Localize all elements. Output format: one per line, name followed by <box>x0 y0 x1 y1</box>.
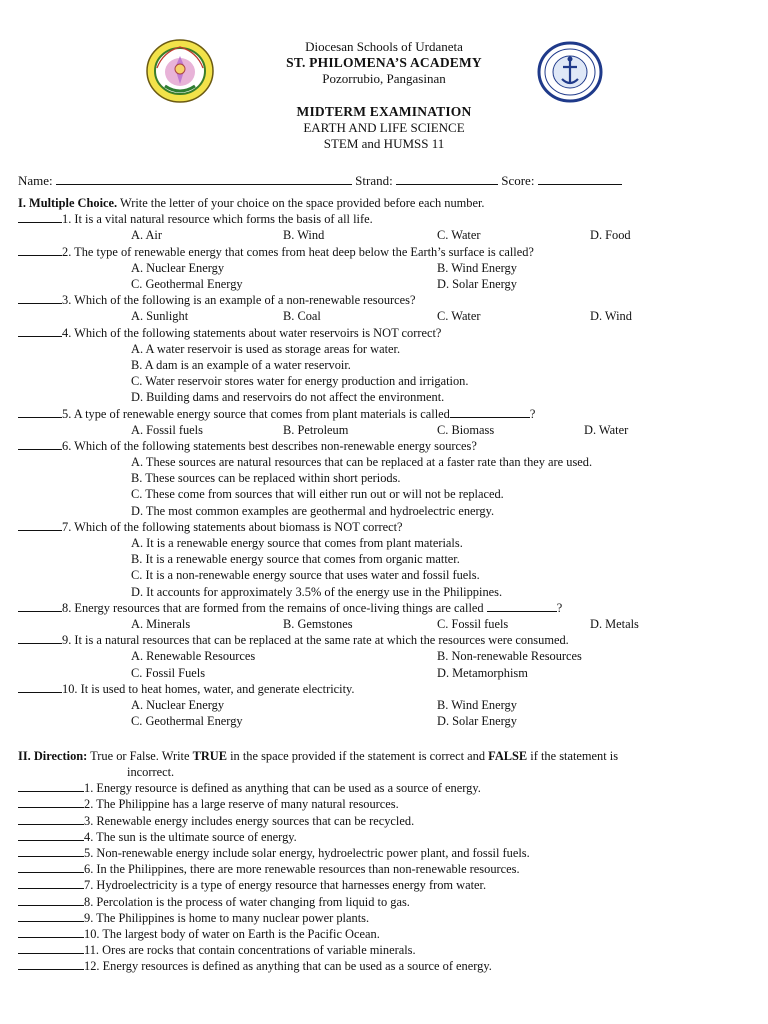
options-row <box>18 308 758 324</box>
answer-blank[interactable] <box>18 861 84 873</box>
answer-blank[interactable] <box>18 958 84 970</box>
option: D. Wind <box>590 309 632 324</box>
answer-blank[interactable] <box>18 910 84 922</box>
option: B. Non-renewable Resources <box>437 649 582 664</box>
option: C. Water reservoir stores water for energy production and irrigation. <box>131 374 469 389</box>
question: 1. It is a vital natural resource which forms the basis of all life. <box>18 211 758 227</box>
score-label: Score: <box>501 173 535 188</box>
option: C. These come from sources that will either run out or will not be replaced. <box>131 487 504 502</box>
tf-item: 6. In the Philippines, there are more renewable resources than non-renewable resources. <box>18 861 758 877</box>
option: A. Nuclear Energy <box>131 260 225 275</box>
question: 8. Energy resources that are formed from the remains of once-living things are called ? <box>18 600 758 616</box>
answer-blank[interactable] <box>18 845 84 857</box>
strand-label: Strand: <box>355 173 393 188</box>
section1-instruction: I. Multiple Choice. Write the letter of your choice on the space provided before each number. <box>18 196 485 210</box>
option: B. Wind Energy <box>437 260 517 275</box>
option: B. It is a renewable energy source that comes from organic matter. <box>131 552 460 567</box>
option: B. Petroleum <box>283 422 349 437</box>
section-multiple-choice <box>18 195 758 729</box>
answer-blank[interactable] <box>18 292 62 304</box>
option: D. Food <box>590 228 631 243</box>
option: B. Wind Energy <box>437 697 517 712</box>
options-list <box>18 454 758 519</box>
diocese-name: Diocesan Schools of Urdaneta <box>305 39 463 54</box>
exam-title: MIDTERM EXAMINATION <box>296 104 472 119</box>
option: A. Sunlight <box>131 309 189 324</box>
option: A. Minerals <box>131 617 191 632</box>
option: A. It is a renewable energy source that comes from plant materials. <box>131 536 463 551</box>
fill-in-blank <box>450 406 530 418</box>
option: B. Coal <box>283 309 321 324</box>
options-row <box>18 616 758 632</box>
option: C. Geothermal Energy <box>131 276 243 291</box>
answer-blank[interactable] <box>18 519 62 531</box>
option: D. Metals <box>590 617 639 632</box>
student-info-row <box>18 172 758 189</box>
tf-item: 9. The Philippines is home to many nuclear power plants. <box>18 910 758 926</box>
name-field[interactable] <box>56 172 352 185</box>
options-row <box>18 665 758 681</box>
answer-blank[interactable] <box>18 780 84 792</box>
option: C. Biomass <box>437 422 495 437</box>
option: C. It is a non-renewable energy source that uses water and fossil fuels. <box>131 568 480 583</box>
option: A. A water reservoir is used as storage areas for water. <box>131 341 401 356</box>
option: B. Wind <box>283 228 325 243</box>
answer-blank[interactable] <box>18 926 84 938</box>
answer-blank[interactable] <box>18 438 62 450</box>
option: D. Building dams and reservoirs do not affect the environment. <box>131 390 445 405</box>
option: D. Solar Energy <box>437 276 517 291</box>
answer-blank[interactable] <box>18 406 62 418</box>
option: C. Fossil Fuels <box>131 665 206 680</box>
answer-blank[interactable] <box>18 632 62 644</box>
options-row <box>18 713 758 729</box>
option: D. Solar Energy <box>437 714 517 729</box>
options-row <box>18 648 758 664</box>
option: A. Nuclear Energy <box>131 697 225 712</box>
tf-item: 8. Percolation is the process of water changing from liquid to gas. <box>18 894 758 910</box>
options-row <box>18 276 758 292</box>
exam-header <box>0 39 768 152</box>
answer-blank[interactable] <box>18 942 84 954</box>
option: C. Geothermal Energy <box>131 714 243 729</box>
option: D. Water <box>584 422 629 437</box>
answer-blank[interactable] <box>18 681 62 693</box>
options-row <box>18 260 758 276</box>
answer-blank[interactable] <box>18 244 62 256</box>
question: 4. Which of the following statements about water reservoirs is NOT correct? <box>18 325 758 341</box>
school-location: Pozorrubio, Pangasinan <box>322 71 446 86</box>
tf-item: 1. Energy resource is defined as anything that can be used as a source of energy. <box>18 780 758 796</box>
option: A. Renewable Resources <box>131 649 256 664</box>
strand-field[interactable] <box>396 172 498 185</box>
question: 7. Which of the following statements about biomass is NOT correct? <box>18 519 758 535</box>
score-field[interactable] <box>538 172 622 185</box>
option: D. Metamorphism <box>437 665 528 680</box>
option: A. These sources are natural resources that can be replaced at a faster rate than they are used. <box>131 455 593 470</box>
options-list <box>18 535 758 600</box>
question: 2. The type of renewable energy that comes from heat deep below the Earth’s surface is called? <box>18 244 758 260</box>
school-name: ST. PHILOMENA’S ACADEMY <box>286 55 482 70</box>
option: D. It accounts for approximately 3.5% of the energy use in the Philippines. <box>131 584 503 599</box>
options-row <box>18 422 758 438</box>
section2-instruction: II. Direction: True or False. Write TRUE in the space provided if the statement is correct and FALSE if the statement is <box>18 749 619 763</box>
answer-blank[interactable] <box>18 796 84 808</box>
tf-item: 10. The largest body of water on Earth is the Pacific Ocean. <box>18 926 758 942</box>
options-row <box>18 697 758 713</box>
question: 5. A type of renewable energy source that comes from plant materials is called ? <box>18 406 758 422</box>
answer-blank[interactable] <box>18 211 62 223</box>
exam-subject: EARTH AND LIFE SCIENCE <box>303 120 465 135</box>
answer-blank[interactable] <box>18 894 84 906</box>
name-label: Name: <box>18 173 53 188</box>
answer-blank[interactable] <box>18 813 84 825</box>
tf-item: 4. The sun is the ultimate source of energy. <box>18 829 758 845</box>
question: 3. Which of the following is an example of a non-renewable resources? <box>18 292 758 308</box>
section1-heading: I. Multiple Choice. <box>18 196 118 210</box>
section2-heading: II. Direction: <box>18 749 88 763</box>
question: 9. It is a natural resources that can be replaced at the same rate at which the resources were consumed. <box>18 632 758 648</box>
options-row <box>18 227 758 243</box>
answer-blank[interactable] <box>18 600 62 612</box>
option: A. Fossil fuels <box>131 422 203 437</box>
option: C. Fossil fuels <box>437 617 509 632</box>
option: B. Gemstones <box>283 617 353 632</box>
tf-item: 11. Ores are rocks that contain concentrations of variable minerals. <box>18 942 758 958</box>
tf-item: 12. Energy resources is defined as anything that can be used as a source of energy. <box>18 958 758 974</box>
option: B. A dam is an example of a water reservoir. <box>131 357 351 372</box>
option: D. The most common examples are geothermal and hydroelectric energy. <box>131 503 495 518</box>
question: 6. Which of the following statements best describes non-renewable energy sources? <box>18 438 758 454</box>
option: C. Water <box>437 309 481 324</box>
question: 10. It is used to heat homes, water, and generate electricity. <box>18 681 758 697</box>
answer-blank[interactable] <box>18 325 62 337</box>
option: A. Air <box>131 228 162 243</box>
fill-in-blank <box>487 600 557 612</box>
options-list <box>18 341 758 406</box>
option: B. These sources can be replaced within short periods. <box>131 471 401 486</box>
section-true-false: II. Direction: True or False. Write TRUE in the space provided if the statement is correct and FALSE if the statement is incorrect. 1. Energy resource is defined as anything that can be used as a source of energy. 2. The Philippine has a large reserve of many natural resources. 3. Renewable energy includes energy sources that can be recycled. 4. The sun is the ultimate source of energy. 5. Non-renewable energy include solar energy, hydroelectric power plant, and fossil fuels. 6. In the Philippines, there are more renewable resources than non-renewable resources. 7. Hydroelectricity is a type of energy resource that harnesses energy from water. 8. Percolation is the process of water changing from liquid to gas. 9. The Philippines is home to many nuclear power plants. 10. The largest body of water on Earth is the Pacific Ocean. 11. Ores are rocks that contain concentrations of variable minerals. 12. Energy resources is defined as anything that can be used as a source of energy. <box>18 748 758 974</box>
answer-blank[interactable] <box>18 829 84 841</box>
tf-item: 2. The Philippine has a large reserve of many natural resources. <box>18 796 758 812</box>
exam-strand-line: STEM and HUMSS 11 <box>323 136 445 151</box>
option: C. Water <box>437 228 481 243</box>
answer-blank[interactable] <box>18 877 84 889</box>
tf-item: 5. Non-renewable energy include solar energy, hydroelectric power plant, and fossil fuels. <box>18 845 758 861</box>
tf-item: 7. Hydroelectricity is a type of energy resource that harnesses energy from water. <box>18 877 758 893</box>
tf-item: 3. Renewable energy includes energy sources that can be recycled. <box>18 813 758 829</box>
